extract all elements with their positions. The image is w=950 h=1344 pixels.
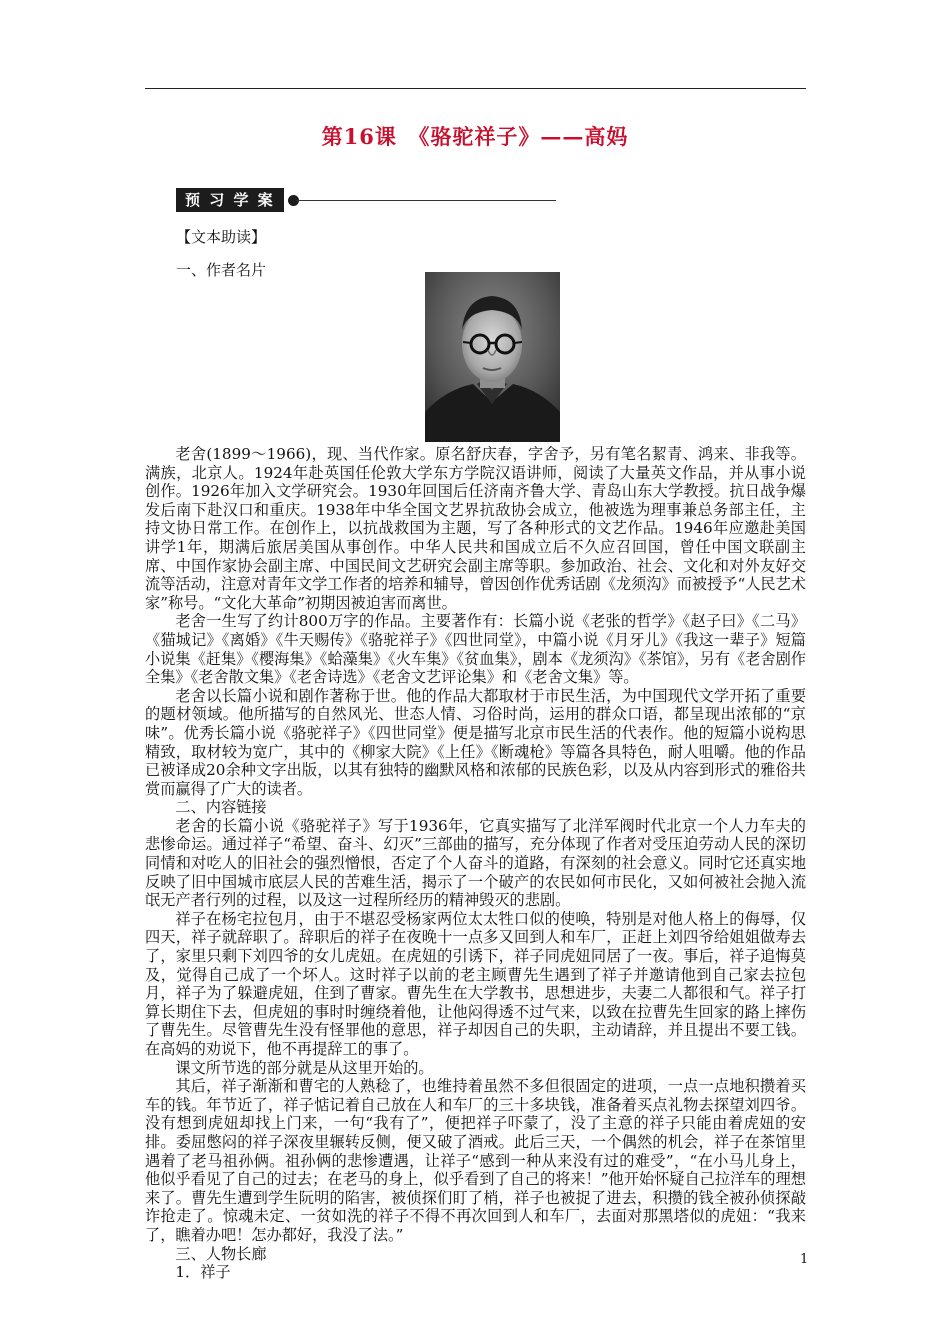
excerpt-start-paragraph: 课文所节选的部分就是从这里开始的。 [175, 1058, 434, 1077]
page-number: 1 [800, 1252, 809, 1267]
plot-after-paragraph: 其后，祥子渐渐和曹宅的人熟稔了，也维持着虽然不多但很固定的进项，一点一点地积攒着买车的钱。年节近了，祥子惦记着自己放在人和车厂的三十多块钱，准备着买点礼物去探望刘四爷。没有想到虎妞却找上门来，一句“我有了”，便把祥子吓蒙了，没了主意的祥子只能由着虎妞的安排。委屈憋闷的祥子深夜里辗转反侧，便又破了酒戒。此后三天，一个偶然的机会，祥子在茶馆里遇着了老马祖孙俩。祖孙俩的悲惨遭遇，让祥子“感到一种从来没有过的难受”，“在小马儿身上，他似乎看见了自己的过去；在老马的身上，似乎看到了自己的将来！”他开始怀疑自己拉洋车的理想来了。曹先生遭到学生阮明的陷害，被侦探们盯了梢，祥子也被捉了进去，积攒的钱全被孙侦探敲诈抢走了。惊魂未定、一贫如洗的祥子不得不再次回到人和车厂，去面对那黑塔似的虎妞：“我来了，瞧着办吧！怎办都好，我没了法。” [145, 1077, 806, 1244]
author-bio-paragraph: 老舍(1899～1966)，现、当代作家。原名舒庆春，字舍予，另有笔名絜青、鸿来、非我等。满族，北京人。1924年赴英国任伦敦大学东方学院汉语讲师，阅读了大量英文作品，并从事小说创作。1926年加入文学研究会。1930年回国后任济南齐鲁大学、青岛山东大学教授。抗日战争爆发后南下赴汉口和重庆。1938年中华全国文艺界抗敌协会成立，他被选为理事兼总务部主任，主持文协日常工作。在创作上，以抗战救国为主题，写了各种形式的文艺作品。1946年应邀赴美国讲学1年，期满后旅居美国从事创作。中华人民共和国成立后不久应召回国，曾任中国文联副主席、中国作家协会副主席、中国民间文艺研究会副主席等职。参加政治、社会、文化和对外友好交流等活动，注意对青年文学工作者的培养和辅导，曾因创作优秀话剧《龙须沟》而被授予“人民艺术家”称号。“文化大革命”初期因被迫害而离世。 [145, 445, 806, 612]
character-heading: 三、人物长廊 [175, 1244, 267, 1263]
lesson-title: 第16课 《骆驼祥子》——高妈 [321, 124, 629, 149]
content-link-heading: 二、内容链接 [175, 798, 267, 817]
section-tag-label: 预 习 学 案 [176, 188, 284, 212]
works-paragraph: 老舍一生写了约计800万字的作品。主要著作有：长篇小说《老张的哲学》《赵子曰》《二马》《猫城记》《离婚》《牛天赐传》《骆驼祥子》《四世同堂》，中篇小说《月牙儿》《我这一辈子》短篇小说集《赶集》《樱海集》《蛤藻集》《火车集》《贫血集》，剧本《龙须沟》《茶馆》，另有《老舍剧作全集》《老舍散文集》《老舍诗选》《老舍文艺评论集》和《老舍文集》等。 [145, 612, 806, 687]
plot-before-paragraph: 祥子在杨宅拉包月，由于不堪忍受杨家两位太太牲口似的使唤，特别是对他人格上的侮辱，仅四天，祥子就辞职了。辞职后的祥子在夜晚十一点多又回到人和车厂，正赶上刘四爷给姐姐做寿去了，家里只剩下刘四爷的女儿虎妞。在虎妞的引诱下，祥子同虎妞同居了一夜。事后，祥子追悔莫及，觉得自己成了一个坏人。这时祥子以前的老主顾曹先生遇到了祥子并邀请他到自己家去拉包月，祥子为了躲避虎妞，住到了曹家。曹先生在大学教书，思想进步，夫妻二人都很和气。祥子打算长期住下去，但虎妞的事时时缠绕着他，让他闷得透不过气来，以致在拉曹先生回家的路上摔伤了曹先生。尽管曹先生没有怪罪他的意思，祥子却因自己的失职，主动请辞，并且提出不要工钱。在高妈的劝说下，他不再提辞工的事了。 [145, 909, 806, 1058]
novel-summary-paragraph: 老舍的长篇小说《骆驼祥子》写于1936年，它真实描写了北洋军阀时代北京一个人力车夫的悲惨命运。通过祥子“希望、奋斗、幻灭”三部曲的描写，充分体现了作者对受压迫劳动人民的深切同情和对吃人的旧社会的强烈憎恨，否定了个人奋斗的道路，有深刻的社会意义。同时它还真实地反映了旧中国城市底层人民的苦难生活，揭示了一个破产的农民如何市民化，又如何被社会抛入流氓无产者行列的过程，以及这一过程所经历的精神毁灭的悲剧。 [145, 816, 806, 910]
section-tag-rule [296, 200, 556, 201]
article-body [145, 445, 809, 1282]
section-tag [176, 188, 299, 212]
subsection-heading: 【文本助读】 [176, 228, 267, 246]
character-item-xiangzi: 1．祥子 [175, 1263, 231, 1282]
author-portrait [425, 272, 560, 442]
portrait-illustration [425, 272, 560, 442]
style-paragraph: 老舍以长篇小说和剧作著称于世。他的作品大都取材于市民生活，为中国现代文学开拓了重要的题材领域。他所描写的自然风光、世态人情、习俗时尚，运用的群众口语，都呈现出浓郁的“京味”。优秀长篇小说《骆驼祥子》《四世同堂》便是描写北京市民生活的代表作。他的短篇小说构思精致，取材较为宽广，其中的《柳家大院》《上任》《断魂枪》等篇各具特色，耐人咀嚼。他的作品已被译成20余种文字出版，以其有独特的幽默风格和浓郁的民族色彩，以及从内容到形式的雅俗共赏而赢得了广大的读者。 [145, 686, 806, 798]
header-rule [145, 88, 806, 89]
author-heading: 一、作者名片 [176, 261, 267, 279]
